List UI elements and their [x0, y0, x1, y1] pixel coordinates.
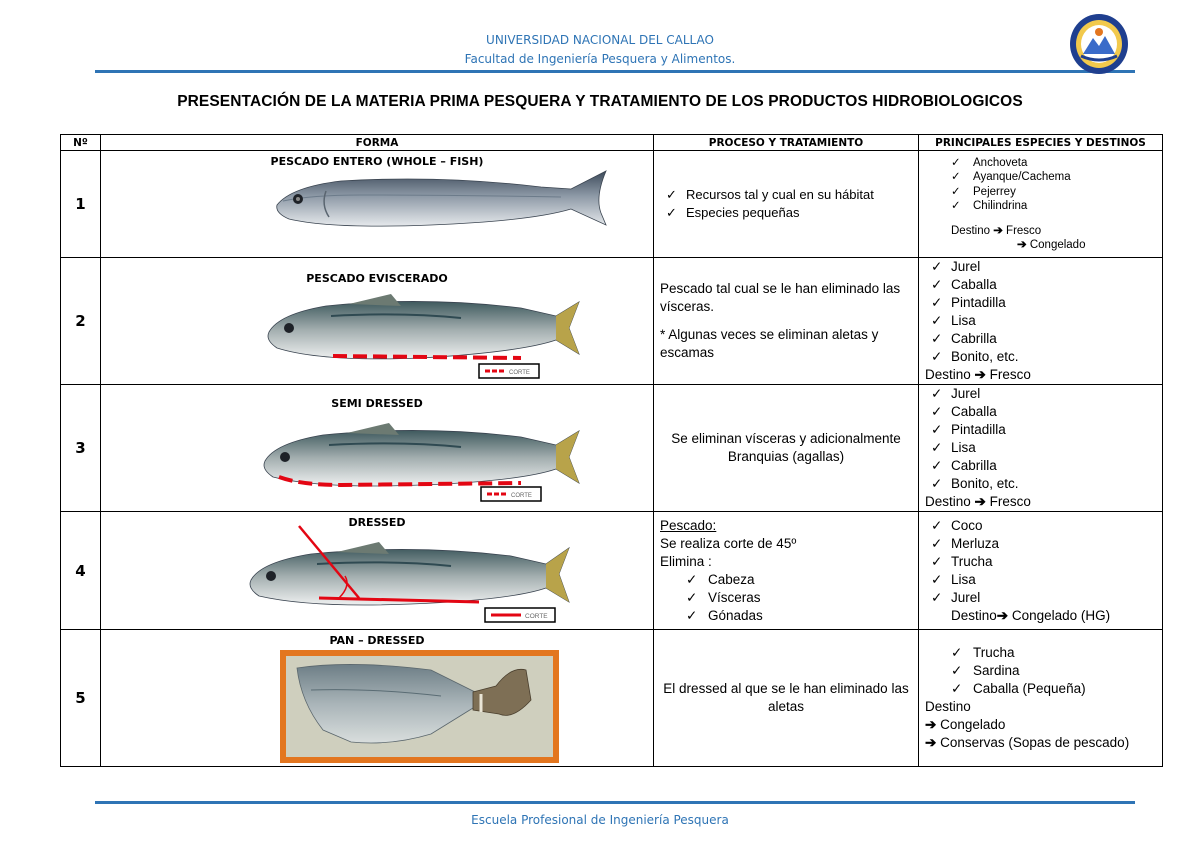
- proceso-cell: [654, 151, 919, 258]
- footer-divider: [95, 801, 1135, 804]
- check-icon: ✓: [931, 295, 943, 310]
- especie-item: ✓ Lisa: [931, 313, 976, 328]
- arrow-icon: ➔: [925, 717, 937, 732]
- proceso-cell: [654, 512, 919, 630]
- especie-item: ✓ Anchoveta: [951, 156, 1028, 169]
- check-icon: ✓: [931, 313, 943, 328]
- table-row: [61, 151, 1163, 258]
- especie-item: ✓ Caballa: [931, 404, 997, 419]
- row-number: 1: [61, 151, 101, 258]
- especies-list: [925, 517, 1156, 607]
- proceso-item: ✓ Vísceras: [686, 589, 761, 605]
- table-header-row: [61, 135, 1163, 151]
- especie-item: ✓ Lisa: [931, 571, 976, 587]
- row-number: 4: [61, 512, 101, 630]
- destino-line: ➔ Congelado: [925, 717, 1006, 732]
- check-icon: ✓: [931, 422, 943, 437]
- especies-cell: [919, 385, 1163, 512]
- check-icon: ✓: [931, 589, 943, 605]
- check-icon: ✓: [931, 349, 943, 364]
- row-number: 2: [61, 258, 101, 385]
- forma-label: SEMI DRESSED: [331, 397, 423, 410]
- forma-cell: [101, 258, 654, 385]
- check-icon: ✓: [951, 156, 961, 169]
- destino-line: Destino ➔ Fresco: [925, 494, 1031, 509]
- check-icon: ✓: [951, 681, 963, 696]
- especies-list: [925, 644, 1156, 698]
- check-icon: ✓: [931, 277, 943, 292]
- especie-item: ✓ Sardina: [951, 663, 1020, 678]
- faculty-name: Facultad de Ingeniería Pesquera y Alimentos.: [464, 52, 736, 66]
- especie-item: ✓ Trucha: [951, 645, 1015, 660]
- especie-item: ✓ Caballa: [931, 277, 997, 292]
- forma-label: DRESSED: [348, 516, 406, 529]
- arrow-icon: ➔: [974, 367, 986, 382]
- check-icon: ✓: [931, 571, 943, 587]
- forma-label: PAN – DRESSED: [329, 634, 425, 647]
- proceso-list: [660, 186, 912, 222]
- especie-item: ✓ Jurel: [931, 386, 981, 401]
- corte-label: CORTE: [509, 370, 530, 376]
- university-name: UNIVERSIDAD NACIONAL DEL CALLAO: [486, 33, 714, 47]
- especie-item: ✓ Jurel: [931, 259, 981, 274]
- table-row: [61, 385, 1163, 512]
- check-icon: ✓: [666, 205, 677, 220]
- proceso-cell: [654, 258, 919, 385]
- proceso-text: Elimina :: [660, 553, 712, 569]
- check-icon: ✓: [931, 404, 943, 419]
- dressed-fish-image: [101, 512, 654, 630]
- check-icon: ✓: [931, 535, 943, 551]
- materia-prima-table: [60, 134, 1163, 767]
- destino-line: Destino ➔ Fresco: [951, 224, 1042, 237]
- check-icon: ✓: [951, 645, 963, 660]
- header-proceso: PROCESO Y TRATAMIENTO: [654, 135, 919, 151]
- especies-list: [925, 258, 1156, 366]
- destino-label: Destino: [925, 699, 971, 714]
- especies-cell: [919, 151, 1163, 258]
- especie-item: ✓ Jurel: [931, 589, 981, 605]
- check-icon: ✓: [951, 171, 961, 183]
- especies-list: [925, 156, 1156, 214]
- arrow-icon: ➔: [996, 607, 1009, 623]
- especie-item: ✓ Ayanque/Cachema: [951, 171, 1071, 183]
- especie-item: ✓ Lisa: [931, 440, 976, 455]
- proceso-item: ✓ Recursos tal y cual en su hábitat: [666, 187, 874, 202]
- pan-dressed-fish-image: [101, 630, 654, 767]
- especie-item: ✓ Cabrilla: [931, 458, 997, 473]
- check-icon: ✓: [686, 571, 698, 587]
- check-icon: ✓: [931, 386, 943, 401]
- check-icon: ✓: [686, 607, 698, 623]
- proceso-item: ✓ Gónadas: [686, 607, 763, 623]
- especies-cell: [919, 258, 1163, 385]
- especies-cell: [919, 512, 1163, 630]
- row-number: 3: [61, 385, 101, 512]
- especie-item: ✓ Merluza: [931, 535, 1000, 551]
- especies-cell: [919, 630, 1163, 767]
- whole-fish-image: [101, 151, 654, 258]
- proceso-list: [660, 571, 912, 625]
- row-number: 5: [61, 630, 101, 767]
- check-icon: ✓: [931, 331, 943, 346]
- forma-label: PESCADO ENTERO (WHOLE – FISH): [270, 155, 484, 168]
- especie-item: ✓ Trucha: [931, 553, 993, 569]
- proceso-cell: El dressed al que se le han eliminado las aletas: [654, 630, 919, 767]
- proceso-note: * Algunas veces se eliminan aletas y escamas: [660, 327, 879, 360]
- school-name: Escuela Profesional de Ingeniería Pesquera: [471, 813, 729, 827]
- proceso-heading: Pescado:: [660, 517, 717, 533]
- arrow-icon: ➔: [925, 735, 937, 750]
- destino-line: Destino➔ Congelado (HG): [951, 607, 1111, 623]
- arrow-icon: ➔: [974, 494, 986, 509]
- forma-cell: [101, 151, 654, 258]
- proceso-item: ✓ Cabeza: [686, 571, 755, 587]
- proceso-item: ✓ Especies pequeñas: [666, 205, 800, 220]
- proceso-text: Se realiza corte de 45º: [660, 535, 797, 551]
- check-icon: ✓: [951, 200, 961, 212]
- especies-list: [925, 385, 1156, 493]
- check-icon: ✓: [931, 517, 943, 533]
- check-icon: ✓: [951, 663, 963, 678]
- check-icon: ✓: [951, 185, 961, 198]
- check-icon: ✓: [931, 553, 943, 569]
- header-divider: [95, 70, 1135, 73]
- corte-label: CORTE: [511, 493, 532, 499]
- destino-line: ➔ Congelado: [1017, 239, 1086, 251]
- especie-item: ✓ Bonito, etc.: [931, 349, 1019, 364]
- check-icon: ✓: [686, 589, 698, 605]
- table-row: [61, 630, 1163, 767]
- destino-line: Destino ➔ Fresco: [925, 367, 1031, 382]
- corte-label: CORTE: [525, 613, 548, 620]
- forma-cell: [101, 512, 654, 630]
- header-num: Nº: [61, 135, 101, 151]
- destino-line: ➔ Conservas (Sopas de pescado): [925, 735, 1130, 750]
- forma-label: PESCADO EVISCERADO: [306, 272, 448, 285]
- table-row: [61, 512, 1163, 630]
- especie-item: ✓ Pintadilla: [931, 295, 1006, 310]
- especie-item: ✓ Caballa (Pequeña): [951, 681, 1086, 696]
- especie-item: ✓ Chilindrina: [951, 200, 1028, 212]
- forma-cell: [101, 630, 654, 767]
- eviscerated-fish-image: [101, 258, 654, 384]
- table-row: [61, 258, 1163, 385]
- arrow-icon: ➔: [1017, 239, 1027, 251]
- document-title: PRESENTACIÓN DE LA MATERIA PRIMA PESQUERA Y TRATAMIENTO DE LOS PRODUCTOS HIDROBIOLOGICOS: [177, 93, 1023, 110]
- check-icon: ✓: [931, 259, 943, 274]
- check-icon: ✓: [931, 458, 943, 473]
- check-icon: ✓: [666, 187, 677, 202]
- especie-item: ✓ Coco: [931, 517, 983, 533]
- especie-item: ✓ Bonito, etc.: [931, 476, 1019, 491]
- check-icon: ✓: [931, 476, 943, 491]
- header-forma: FORMA: [101, 135, 654, 151]
- university-seal-icon: [1068, 12, 1130, 76]
- especie-item: ✓ Pejerrey: [951, 185, 1016, 198]
- arrow-icon: ➔: [993, 224, 1003, 237]
- semi-dressed-fish-image: [101, 385, 654, 511]
- proceso-cell: Se eliminan vísceras y adicionalmente Branquias (agallas): [654, 385, 919, 512]
- especie-item: ✓ Pintadilla: [931, 422, 1006, 437]
- header-especies: PRINCIPALES ESPECIES Y DESTINOS: [919, 135, 1163, 151]
- especie-item: ✓ Cabrilla: [931, 331, 997, 346]
- check-icon: ✓: [931, 440, 943, 455]
- forma-cell: [101, 385, 654, 512]
- proceso-text: Pescado tal cual se le han eliminado las vísceras.: [660, 281, 901, 314]
